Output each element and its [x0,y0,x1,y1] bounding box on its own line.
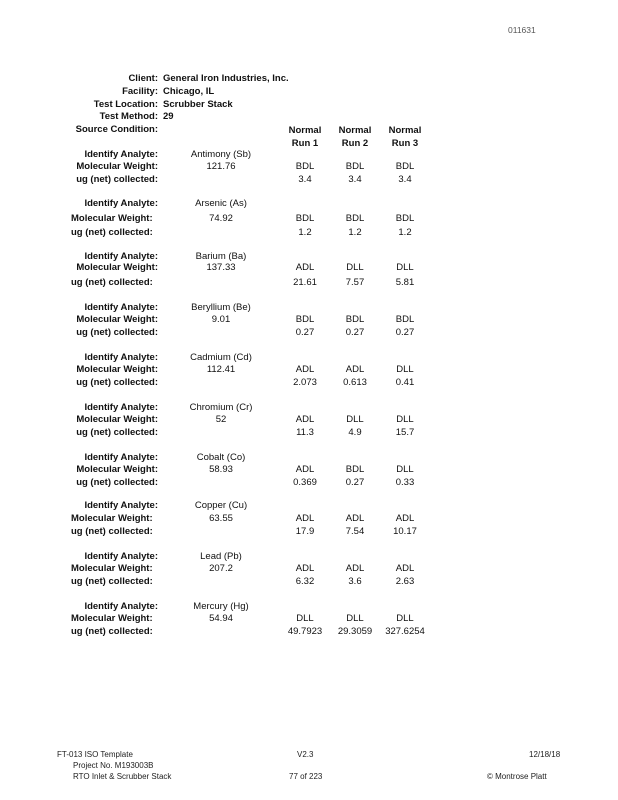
footer-location: RTO Inlet & Scrubber Stack [73,772,172,781]
run-condition: Normal [288,125,322,136]
run-header-2 [329,124,381,150]
ug-collected-value: 3.4 [348,174,362,185]
detection-flag: ADL [295,364,315,375]
ug-collected-value: 0.27 [345,477,365,488]
molecular-weight-value: 137.33 [206,262,236,273]
detection-flag: BDL [295,161,315,172]
ug-collected-value: 3.4 [298,174,312,185]
analyte-name: Cobalt (Co) [196,452,246,463]
ug-collected-label: ug (net) collected: [76,477,158,488]
molecular-weight-value: 112.41 [206,364,236,375]
detection-flag: BDL [395,213,415,224]
analyte-name: Antimony (Sb) [190,149,252,160]
footer-company: © Montrose Platt [487,772,547,781]
identify-analyte-label: Identify Analyte: [84,601,158,612]
ug-collected-value: 11.3 [296,427,314,438]
detection-flag: DLL [396,613,414,624]
ug-collected-value: 7.57 [345,277,365,288]
detection-flag: BDL [345,161,365,172]
identify-analyte-label: Identify Analyte: [84,198,158,209]
identify-analyte-label: Identify Analyte: [84,551,158,562]
ug-collected-value: 7.54 [345,526,365,537]
test-method-label: Test Method: [99,111,158,122]
ug-collected-value: 0.33 [395,477,415,488]
ug-collected-value: 49.7923 [287,626,323,637]
ug-collected-value: 0.613 [343,377,367,388]
molecular-weight-value: 9.01 [211,314,231,325]
run-label: Run 1 [291,138,319,149]
run-condition: Normal [338,125,372,136]
analyte-name: Barium (Ba) [195,251,247,262]
molecular-weight-label: Molecular Weight: [76,161,158,172]
detection-flag: ADL [345,513,365,524]
identify-analyte-label: Identify Analyte: [84,352,158,363]
footer-project: Project No. M193003B [73,761,154,770]
footer-date: 12/18/18 [529,750,561,759]
ug-collected-value: 6.32 [295,576,315,587]
ug-collected-label: ug (net) collected: [76,377,158,388]
molecular-weight-label: Molecular Weight: [76,262,158,273]
analyte-name: Copper (Cu) [194,500,248,511]
molecular-weight-label: Molecular Weight: [71,513,153,524]
detection-flag: BDL [395,314,415,325]
ug-collected-label: ug (net) collected: [71,277,153,288]
analyte-name: Cadmium (Cd) [190,352,252,363]
identify-analyte-label: Identify Analyte: [84,302,158,313]
analyte-name: Chromium (Cr) [189,402,253,413]
ug-collected-value: 17.9 [295,526,315,537]
ug-collected-label: ug (net) collected: [71,576,153,587]
molecular-weight-value: 52 [215,414,227,425]
ug-collected-value: 15.7 [395,427,415,438]
detection-flag: ADL [395,513,415,524]
ug-collected-label: ug (net) collected: [71,626,153,637]
ug-collected-value: 29.3059 [337,626,373,637]
ug-collected-label: ug (net) collected: [76,327,158,338]
detection-flag: ADL [295,513,315,524]
detection-flag: ADL [395,563,415,574]
detection-flag: DLL [396,414,414,425]
detection-flag: DLL [346,613,364,624]
molecular-weight-label: Molecular Weight: [76,314,158,325]
detection-flag: DLL [396,464,414,475]
ug-collected-value: 3.6 [348,576,362,587]
client-value: General Iron Industries, Inc. [163,73,289,84]
detection-flag: BDL [345,464,365,475]
footer-page: 77 of 223 [289,772,323,781]
molecular-weight-label: Molecular Weight: [76,464,158,475]
analyte-name: Mercury (Hg) [193,601,249,612]
detection-flag: DLL [396,364,414,375]
ug-collected-value: 2.073 [293,377,317,388]
molecular-weight-value: 121.76 [206,161,236,172]
detection-flag: BDL [295,213,315,224]
ug-collected-value: 0.27 [295,327,315,338]
ug-collected-value: 5.81 [395,277,415,288]
test-location-value: Scrubber Stack [163,99,233,110]
detection-flag: ADL [295,563,315,574]
identify-analyte-label: Identify Analyte: [84,251,158,262]
molecular-weight-label: Molecular Weight: [71,563,153,574]
identify-analyte-label: Identify Analyte: [84,452,158,463]
page-number: 011631 [508,25,536,35]
ug-collected-value: 2.63 [395,576,415,587]
run-header-3 [379,124,431,150]
ug-collected-value: 0.369 [293,477,317,488]
test-method-value: 29 [163,111,174,122]
analyte-name: Arsenic (As) [195,198,247,209]
run-header-1 [279,124,331,150]
run-condition: Normal [388,125,422,136]
molecular-weight-value: 207.2 [209,563,233,574]
ug-collected-value: 0.41 [395,377,415,388]
ug-collected-value: 327.6254 [385,626,425,637]
analyte-name: Lead (Pb) [200,551,242,562]
ug-collected-value: 3.4 [398,174,412,185]
footer-template: FT-013 ISO Template [57,750,133,759]
detection-flag: ADL [345,563,365,574]
detection-flag: BDL [345,213,365,224]
ug-collected-value: 21.61 [293,277,317,288]
detection-flag: DLL [396,262,414,273]
detection-flag: ADL [295,464,315,475]
detection-flag: BDL [345,314,365,325]
ug-collected-value: 0.27 [345,327,365,338]
ug-collected-value: 0.27 [395,327,415,338]
ug-collected-label: ug (net) collected: [76,174,158,185]
run-label: Run 3 [391,138,419,149]
source-condition-label: Source Condition: [75,124,158,135]
detection-flag: BDL [395,161,415,172]
detection-flag: ADL [295,262,315,273]
detection-flag: DLL [296,613,314,624]
detection-flag: BDL [295,314,315,325]
ug-collected-value: 1.2 [298,227,312,238]
detection-flag: DLL [346,414,364,425]
molecular-weight-label: Molecular Weight: [76,414,158,425]
ug-collected-value: 10.17 [393,526,417,537]
ug-collected-label: ug (net) collected: [76,427,158,438]
molecular-weight-label: Molecular Weight: [76,364,158,375]
molecular-weight-value: 63.55 [209,513,233,524]
footer-version: V2.3 [297,750,314,759]
detection-flag: DLL [346,262,364,273]
identify-analyte-label: Identify Analyte: [84,402,158,413]
analyte-name: Beryllium (Be) [191,302,251,313]
molecular-weight-value: 58.93 [209,464,233,475]
ug-collected-value: 1.2 [348,227,362,238]
run-label: Run 2 [341,138,369,149]
molecular-weight-label: Molecular Weight: [71,213,153,224]
molecular-weight-label: Molecular Weight: [71,613,153,624]
ug-collected-label: ug (net) collected: [71,227,153,238]
test-location-label: Test Location: [93,99,158,110]
facility-value: Chicago, IL [163,86,215,97]
client-label: Client: [128,73,158,84]
molecular-weight-value: 74.92 [209,213,233,224]
facility-label: Facility: [122,86,158,97]
identify-analyte-label: Identify Analyte: [84,500,158,511]
detection-flag: ADL [345,364,365,375]
ug-collected-label: ug (net) collected: [71,526,153,537]
molecular-weight-value: 54.94 [209,613,233,624]
ug-collected-value: 4.9 [348,427,362,438]
identify-analyte-label: Identify Analyte: [84,149,158,160]
detection-flag: ADL [295,414,315,425]
ug-collected-value: 1.2 [398,227,412,238]
